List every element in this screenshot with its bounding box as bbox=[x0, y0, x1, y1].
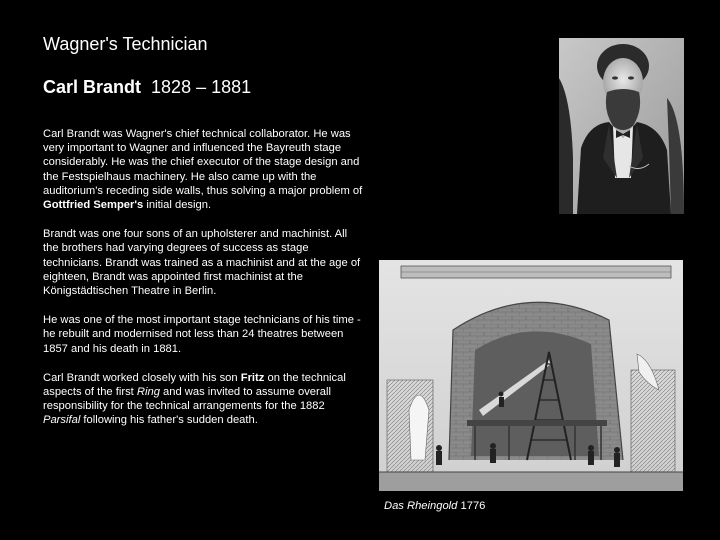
person-years: 1828 – 1881 bbox=[151, 77, 252, 97]
paragraph-4-mid1: on the technical aspects of the first bbox=[43, 371, 346, 399]
body-text bbox=[43, 127, 363, 443]
ring-title: Ring bbox=[136, 386, 160, 399]
caption-year: 1776 bbox=[457, 500, 486, 512]
caption-title: Das Rheingold bbox=[384, 500, 458, 512]
paragraph-2: Brandt was one four sons of an upholsterer and machinist. All the brothers had varying degrees of success as stage technicians. Brandt was trained as a machinist and at the age of eighteen, Brandt was appointed first machinist at the Königstädtischen Theatre in Berlin. bbox=[43, 228, 361, 298]
stage-engraving bbox=[379, 260, 683, 491]
paragraph-3: He was one of the most important stage technicians of his time - he rebuilt and modernised not less than 24 theatres between 1857 and his death in 1881. bbox=[43, 314, 361, 355]
paragraph-4-text: Carl Brandt worked closely with his son bbox=[43, 371, 241, 384]
paragraph-4 bbox=[43, 371, 363, 428]
paragraph-1-end: initial design. bbox=[143, 199, 212, 212]
paragraph-4-end: following his father's sudden death. bbox=[80, 414, 258, 427]
slide-title: Wagner's Technician bbox=[43, 34, 208, 54]
person-name: Carl Brandt bbox=[43, 77, 142, 97]
subtitle bbox=[43, 76, 251, 98]
paragraph-4-mid2: and was invited to assume overall responsibility for the technical arrangements for the 1882 bbox=[43, 386, 331, 413]
subtitle-gap bbox=[141, 77, 151, 97]
paragraph-1 bbox=[43, 127, 363, 212]
image-caption bbox=[384, 499, 485, 513]
portrait-photo bbox=[559, 38, 684, 214]
fritz-name: Fritz bbox=[240, 371, 265, 384]
paragraph-1-text: Carl Brandt was Wagner's chief technical collaborator. He was very important to Wagner and influenced the Bayreuth stage considerably. He was the chief executor of the stage design and the Festspielhaus machinery. He also came up with the auditorium's receding side walls, thus solving a major problem of bbox=[43, 128, 363, 197]
semper-name: Gottfried Semper's bbox=[43, 199, 144, 212]
parsifal-title: Parsifal bbox=[43, 414, 81, 427]
